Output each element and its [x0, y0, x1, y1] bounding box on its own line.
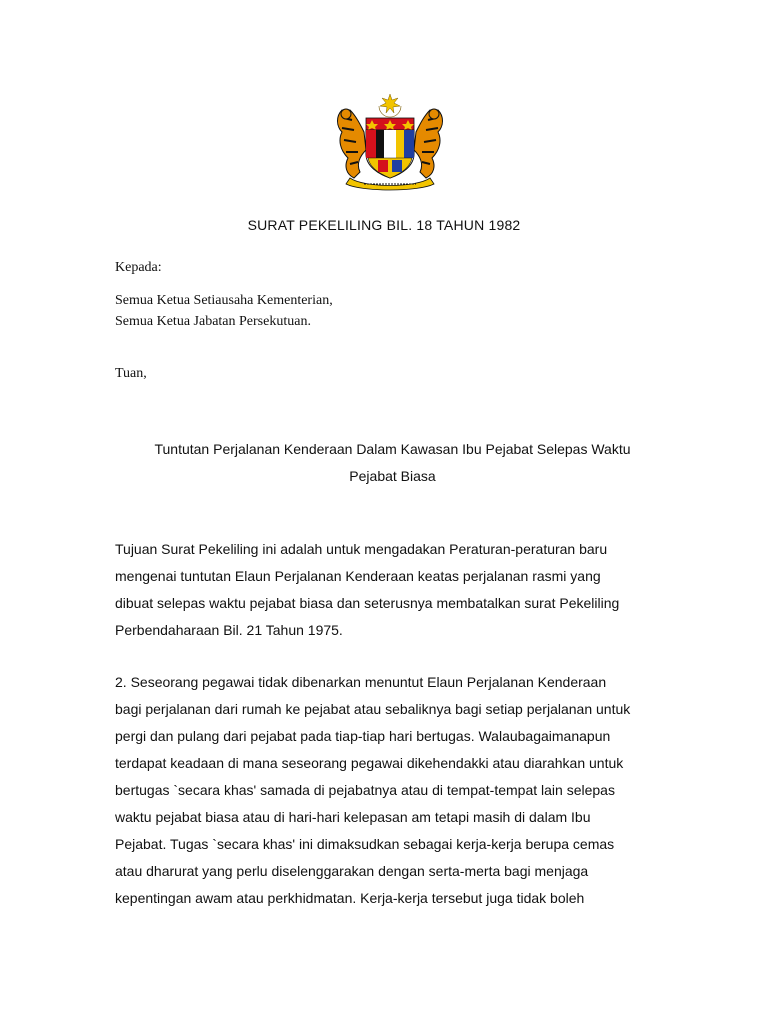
paragraph-line: Pejabat. Tugas `secara khas' ini dimaksudkan sebagai kerja-kerja berupa cemas: [115, 836, 615, 852]
paragraph-2: [115, 669, 675, 912]
paragraph-line: bagi perjalanan dari rumah ke pejabat atau sebaliknya bagi setiap perjalanan untuk: [115, 701, 631, 717]
subject-line: Pejabat Biasa: [349, 468, 436, 484]
recipients-list: [115, 290, 333, 332]
circular-title: SURAT PEKELILING BIL. 18 TAHUN 1982: [247, 217, 521, 233]
paragraph-line: Perbendaharaan Bil. 21 Tahun 1975.: [115, 622, 343, 638]
paragraph-line: atau dharurat yang perlu diselenggarakan dengan serta-merta bagi menjaga: [115, 863, 589, 879]
recipient-line: Semua Ketua Jabatan Persekutuan.: [115, 314, 311, 329]
subject-heading: [115, 436, 670, 490]
paragraph-line: kepentingan awam atau perkhidmatan. Kerja-kerja tersebut juga tidak boleh: [115, 890, 585, 906]
paragraph-line: waktu pejabat biasa atau di hari-hari kelepasan am tetapi masih di dalam Ibu: [115, 809, 591, 825]
paragraph-1: [115, 536, 675, 644]
addressee-label: Kepada:: [115, 260, 162, 275]
paragraph-line: 2. Seseorang pegawai tidak dibenarkan menuntut Elaun Perjalanan Kenderaan: [115, 674, 607, 690]
paragraph-line: dibuat selepas waktu pejabat biasa dan seterusnya membatalkan surat Pekeliling: [115, 595, 620, 611]
paragraph-line: mengenai tuntutan Elaun Perjalanan Kenderaan keatas perjalanan rasmi yang: [115, 568, 601, 584]
coat-of-arms-icon: [330, 92, 450, 192]
paragraph-line: Tujuan Surat Pekeliling ini adalah untuk mengadakan Peraturan-peraturan baru: [115, 541, 608, 557]
paragraph-line: terdapat keadaan di mana seseorang pegawai dikehendakki atau diarahkan untuk: [115, 755, 624, 771]
recipient-line: Semua Ketua Setiausaha Kementerian,: [115, 293, 333, 308]
paragraph-line: bertugas `secara khas' samada di pejabatnya atau di tempat-tempat lain selepas: [115, 782, 615, 798]
paragraph-line: pergi dan pulang dari pejabat pada tiap-tiap hari bertugas. Walaubagaimanapun: [115, 728, 611, 744]
salutation: Tuan,: [115, 366, 147, 381]
subject-line: Tuntutan Perjalanan Kenderaan Dalam Kawasan Ibu Pejabat Selepas Waktu: [154, 441, 631, 457]
